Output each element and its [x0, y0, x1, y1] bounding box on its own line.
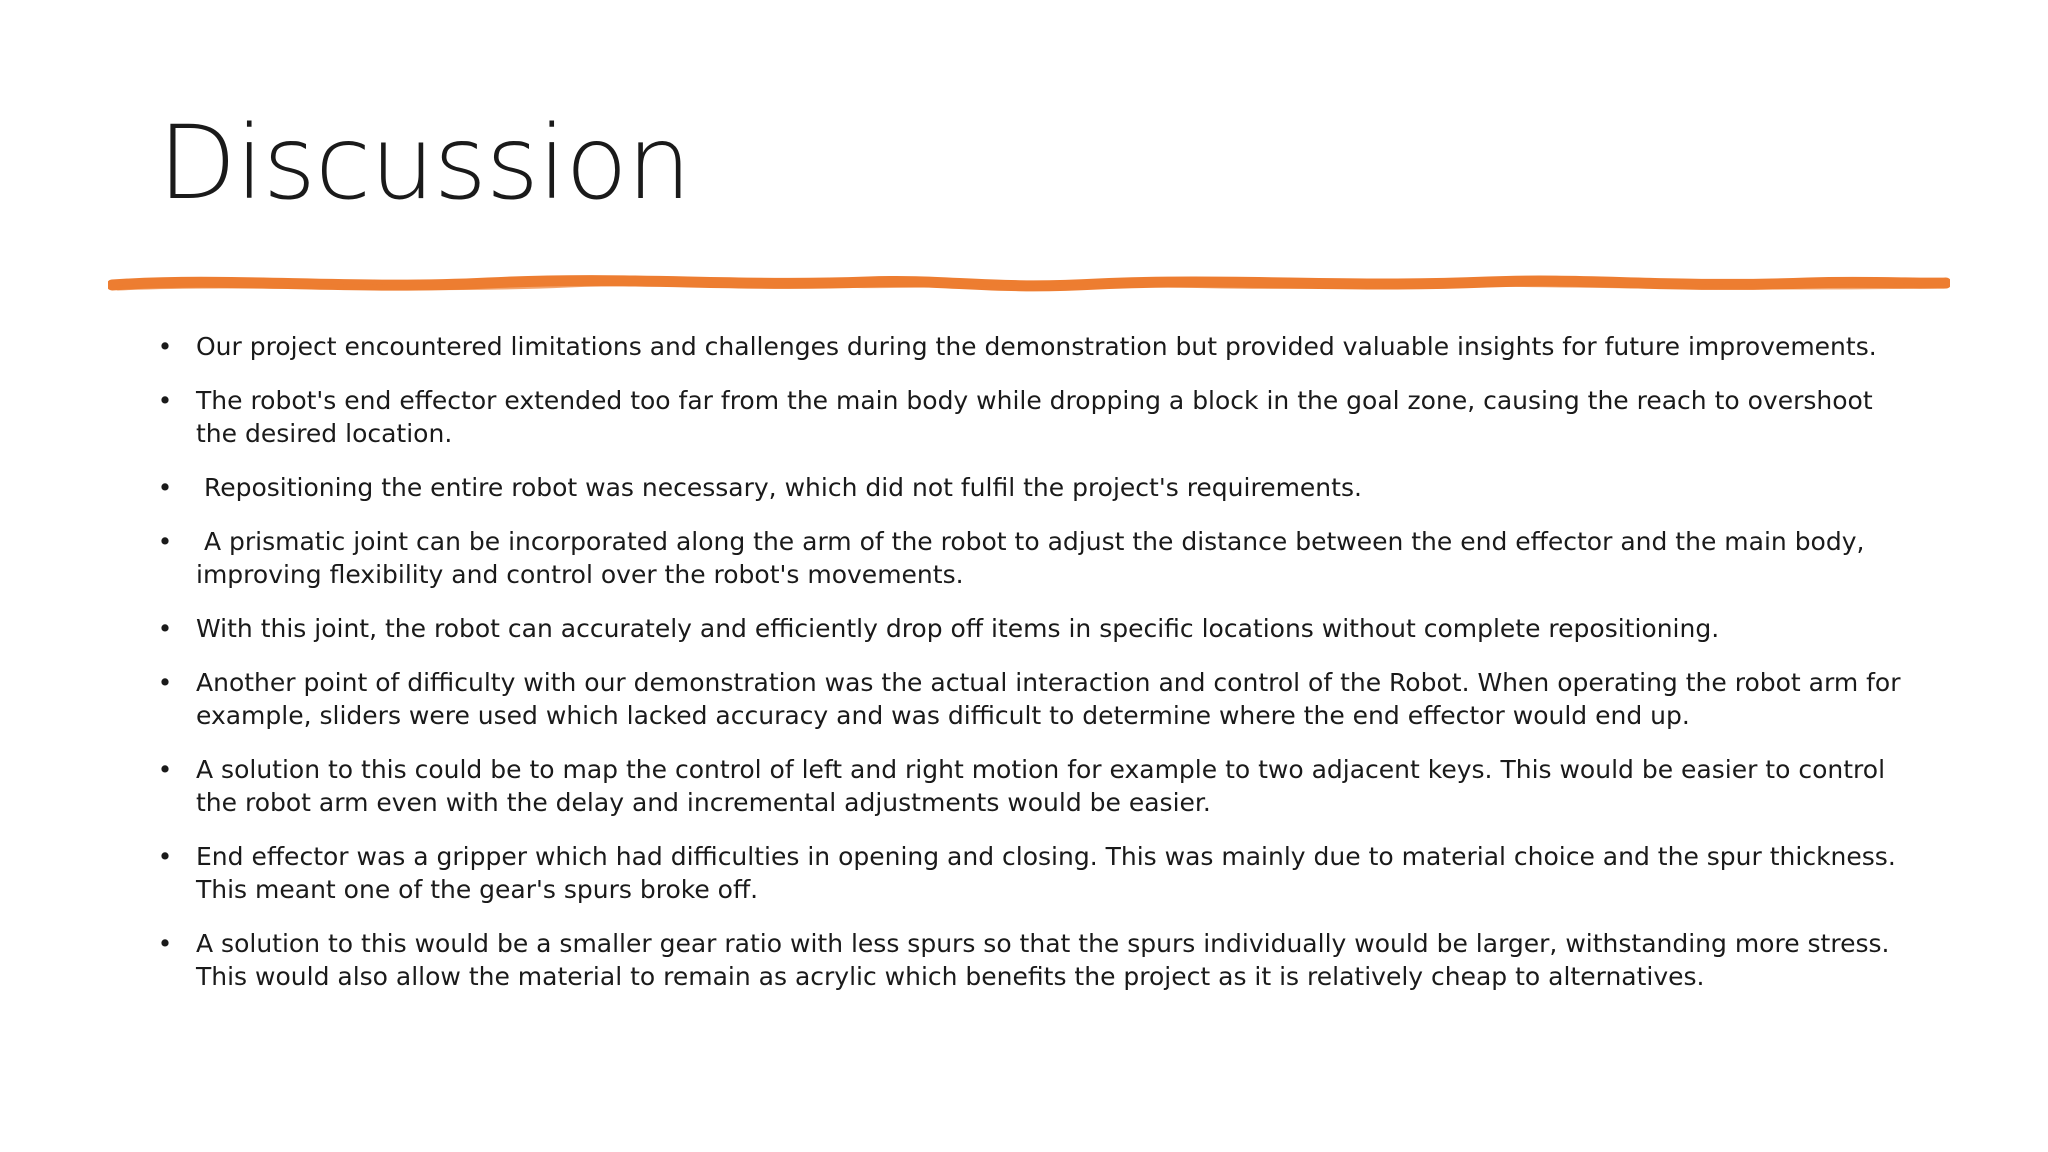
bullet-item [155, 525, 1915, 591]
bullet-item [155, 840, 1915, 906]
bullet-text: A solution to this would be a smaller gear ratio with less spurs so that the spurs individually would be larger, withstanding more stress. This would also allow the material to remain as acrylic which benefits the project as it is relatively cheap to alternatives. [196, 929, 1898, 991]
bullet-item [155, 384, 1915, 450]
slide-title: Discussion [158, 104, 691, 223]
bullet-text: Another point of difficulty with our demonstration was the actual interaction and control of the Robot. When operating the robot arm for example, sliders were used which lacked accuracy and was difficult to determine where the end effector would end up. [196, 668, 1909, 730]
bullet-item [155, 612, 1915, 645]
bullet-text: With this joint, the robot can accurately and efficiently drop off items in specific locations without complete repositioning. [196, 614, 1720, 643]
bullet-text: End effector was a gripper which had difficulties in opening and closing. This was mainly due to material choice and the spur thickness. This meant one of the gear's spurs broke off. [196, 842, 1904, 904]
bullet-dot-icon: • [157, 929, 173, 958]
bullet-item [155, 927, 1915, 993]
bullet-item [155, 471, 1915, 504]
bullet-item [155, 330, 1915, 363]
bullet-text: A prismatic joint can be incorporated along the arm of the robot to adjust the distance between the end effector and the main body, improving flexibility and control over the robot's movements. [196, 527, 1873, 589]
bullet-dot-icon: • [157, 668, 173, 697]
bullet-text: A solution to this could be to map the control of left and right motion for example to two adjacent keys. This would be easier to control the robot arm even with the delay and incremental adjustments would be easier. [196, 755, 1893, 817]
bullet-dot-icon: • [157, 527, 173, 556]
bullet-list [155, 330, 1915, 1014]
bullet-dot-icon: • [157, 332, 173, 361]
bullet-text: Repositioning the entire robot was necessary, which did not fulfil the project's requirements. [196, 473, 1362, 502]
bullet-dot-icon: • [157, 755, 173, 784]
bullet-item [155, 753, 1915, 819]
bullet-text: The robot's end effector extended too far from the main body while dropping a block in the goal zone, causing the reach to overshoot the desired location. [196, 386, 1881, 448]
bullet-text: Our project encountered limitations and challenges during the demonstration but provided valuable insights for future improvements. [196, 332, 1877, 361]
bullet-dot-icon: • [157, 386, 173, 415]
bullet-item [155, 666, 1915, 732]
bullet-dot-icon: • [157, 842, 173, 871]
title-divider [108, 268, 1950, 302]
bullet-dot-icon: • [157, 614, 173, 643]
bullet-dot-icon: • [157, 473, 173, 502]
